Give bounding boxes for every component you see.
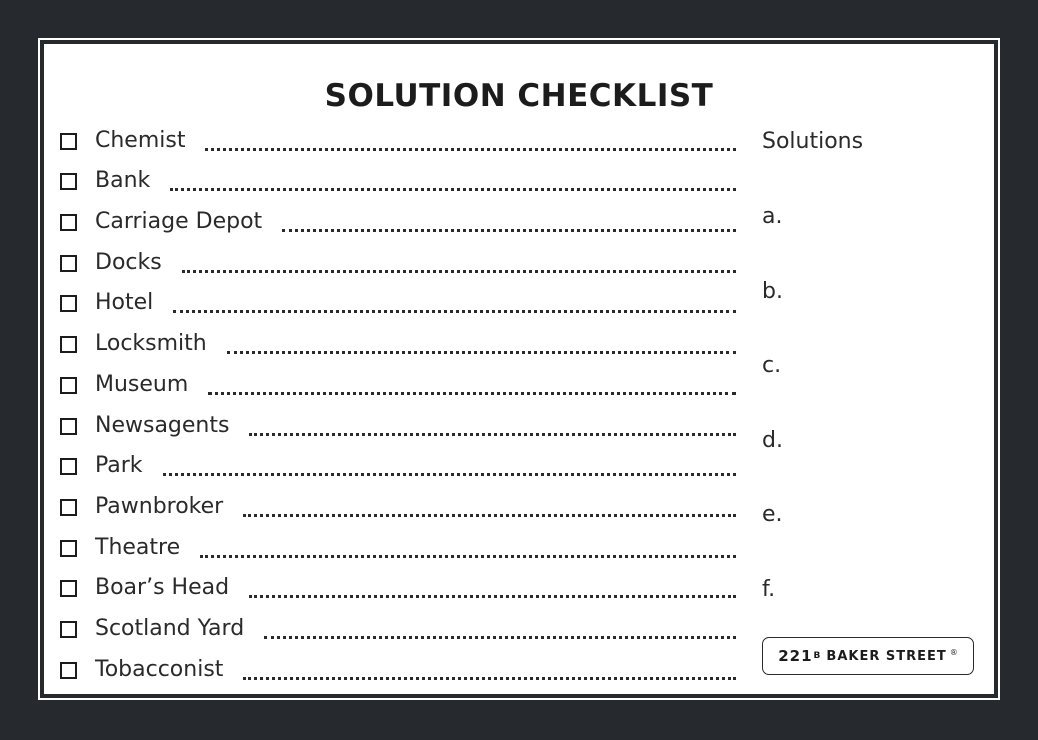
checkbox[interactable] [60,336,77,353]
dotted-leader [208,392,736,395]
solution-slot: c. [762,353,782,379]
checklist-label: Museum [95,371,189,397]
checklist-label: Newsagents [95,412,230,438]
checkbox[interactable] [60,580,77,597]
solutions-panel [762,128,863,651]
dotted-leader [243,514,736,517]
dotted-leader [249,595,736,598]
dotted-leader [227,351,736,354]
checklist-label: Docks [95,249,162,275]
checklist-row [60,240,736,281]
solution-slot: b. [762,278,783,304]
dotted-leader [200,555,736,558]
checkbox[interactable] [60,133,77,150]
checklist [60,118,736,688]
solution-slot: f. [762,576,776,602]
checklist-label: Park [95,453,143,479]
dotted-leader [282,229,736,232]
checklist-row [60,199,736,240]
checklist-label: Locksmith [95,331,207,357]
checklist-label: Theatre [95,534,181,560]
checklist-label: Bank [95,168,151,194]
logo-number: 221 [778,647,813,665]
dotted-leader [205,148,736,151]
registered-mark: ® [949,647,958,657]
checklist-row [60,159,736,200]
checklist-row [60,281,736,322]
dotted-leader [264,636,736,639]
checklist-row [60,566,736,607]
checklist-label: Carriage Depot [95,209,263,235]
checkbox[interactable] [60,295,77,312]
dotted-leader [243,677,736,680]
checklist-label: Chemist [95,127,186,153]
checkbox[interactable] [60,173,77,190]
dotted-leader [163,473,736,476]
checkbox[interactable] [60,499,77,516]
page-title: SOLUTION CHECKLIST [324,78,714,114]
card-frame [38,38,1000,700]
dotted-leader [249,433,736,436]
checklist-row [60,606,736,647]
checklist-card [44,44,994,694]
checklist-label: Tobacconist [95,656,224,682]
checklist-row [60,362,736,403]
checklist-row [60,403,736,444]
solutions-heading: Solutions [762,129,864,154]
checklist-row [60,444,736,485]
checklist-label: Pawnbroker [95,493,224,519]
checklist-label: Boar’s Head [95,575,230,601]
solution-slot: a. [762,204,783,229]
checklist-row [60,118,736,159]
checkbox[interactable] [60,662,77,679]
checkbox[interactable] [60,540,77,557]
logo-street: BAKER STREET [826,648,947,664]
logo-suffix: B [813,651,821,661]
checklist-row [60,525,736,566]
checkbox[interactable] [60,418,77,435]
checkbox[interactable] [60,214,77,231]
checkbox[interactable] [60,377,77,394]
solution-slot: d. [762,427,783,453]
dotted-leader [173,310,736,313]
solution-slot: e. [762,502,783,528]
checkbox[interactable] [60,255,77,272]
checklist-label: Scotland Yard [95,615,245,641]
checklist-row [60,647,736,688]
dotted-leader [170,188,736,191]
checkbox[interactable] [60,458,77,475]
checklist-label: Hotel [95,290,154,316]
dotted-leader [182,270,736,273]
checkbox[interactable] [60,621,77,638]
baker-street-logo [762,637,974,675]
checklist-row [60,484,736,525]
checklist-row [60,321,736,362]
